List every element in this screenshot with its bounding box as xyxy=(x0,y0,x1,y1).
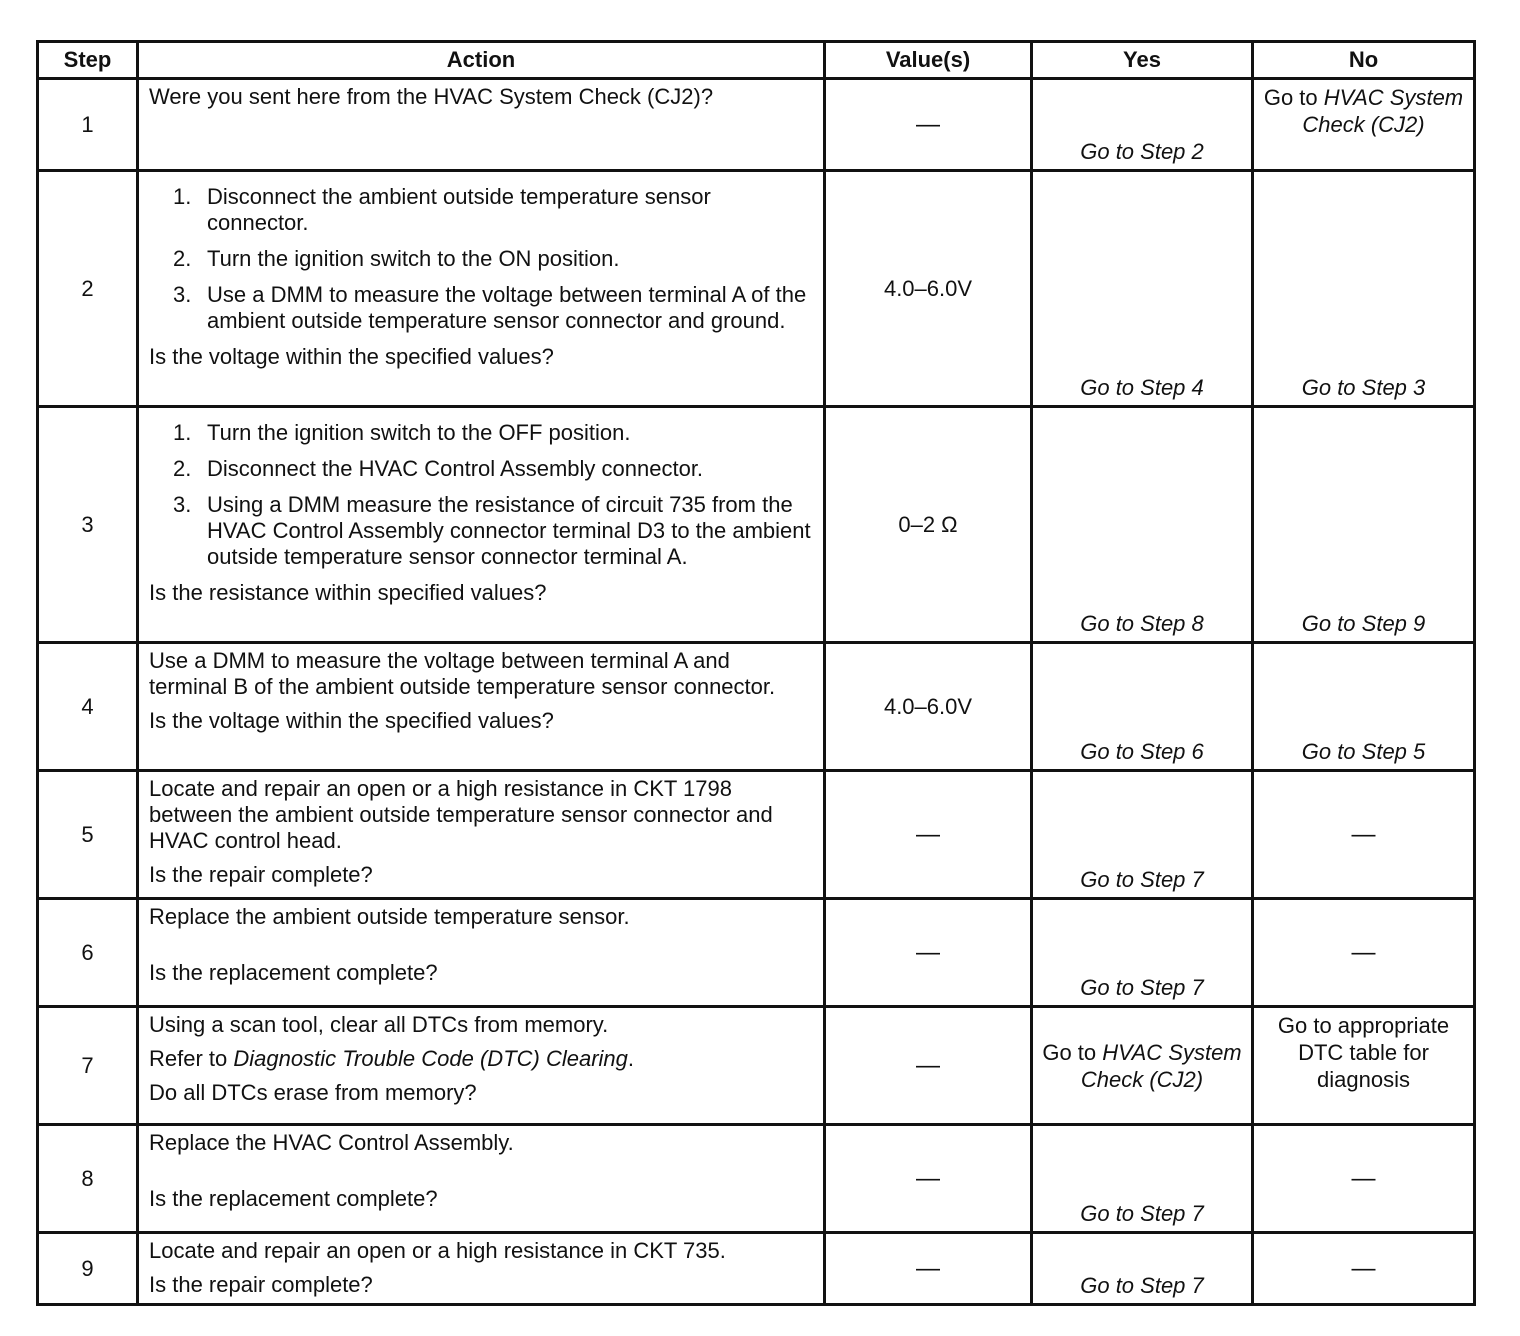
action-cell xyxy=(138,1007,825,1125)
no-result: Go to Step 5 xyxy=(1301,739,1426,764)
question: Is the repair complete? xyxy=(149,1272,373,1297)
action-cell xyxy=(138,171,825,407)
yes-result: Go to Step 7 xyxy=(1080,1273,1204,1298)
action-cell xyxy=(138,1125,825,1233)
action-text: Locate and repair an open or a high resistance in CKT 1798 between the ambient outside temperature sensor connector and HVAC control head. xyxy=(149,776,773,853)
step-number: 4 xyxy=(38,643,138,771)
value-cell xyxy=(825,771,1032,899)
substep-list xyxy=(149,420,813,570)
no-result: — xyxy=(1351,1164,1376,1192)
no-result: — xyxy=(1351,820,1376,848)
table-row xyxy=(38,1125,1475,1233)
header-no: No xyxy=(1253,42,1475,79)
action-text: Using a scan tool, clear all DTCs from memory. xyxy=(149,1012,609,1037)
value-cell xyxy=(825,643,1032,771)
diagnostic-table xyxy=(36,40,1476,1306)
yes-cell xyxy=(1032,1007,1253,1125)
header-yes: Yes xyxy=(1032,42,1253,79)
header-row xyxy=(38,42,1475,79)
question: Is the voltage within the specified values? xyxy=(149,708,554,733)
step-number: 2 xyxy=(38,171,138,407)
yes-result: Go to Step 6 xyxy=(1080,739,1204,764)
table-row xyxy=(38,79,1475,171)
table-row xyxy=(38,643,1475,771)
action-cell xyxy=(138,771,825,899)
yes-cell xyxy=(1032,407,1253,643)
action-text: Replace the HVAC Control Assembly. xyxy=(149,1130,514,1155)
value: — xyxy=(916,110,940,138)
yes-cell xyxy=(1032,1233,1253,1305)
value-cell xyxy=(825,1233,1032,1305)
no-cell xyxy=(1253,171,1475,407)
substep-list xyxy=(149,184,813,334)
yes-result-link: HVAC System Check (CJ2) xyxy=(1080,1039,1242,1092)
step-number: 1 xyxy=(38,79,138,171)
reference-text: Refer to Diagnostic Trouble Code (DTC) Clearing. xyxy=(149,1046,635,1071)
value-cell xyxy=(825,899,1032,1007)
question: Is the voltage within the specified values? xyxy=(149,344,554,369)
action-cell xyxy=(138,1233,825,1305)
action-cell xyxy=(138,643,825,771)
question: Is the resistance within specified values? xyxy=(149,580,547,605)
value-cell xyxy=(825,407,1032,643)
value: 4.0–6.0V xyxy=(883,275,973,301)
no-cell xyxy=(1253,899,1475,1007)
table-row xyxy=(38,407,1475,643)
value: — xyxy=(916,1051,940,1079)
yes-result: Go to Step 7 xyxy=(1080,975,1204,1000)
table-row xyxy=(38,771,1475,899)
question: Do all DTCs erase from memory? xyxy=(149,1080,477,1105)
yes-result: Go to Step 4 xyxy=(1080,375,1204,400)
no-result: — xyxy=(1351,1254,1376,1282)
question: Is the replacement complete? xyxy=(149,960,438,985)
no-result: Go to Step 3 xyxy=(1301,375,1426,400)
yes-cell xyxy=(1032,1125,1253,1233)
value: — xyxy=(916,820,940,848)
yes-cell xyxy=(1032,771,1253,899)
yes-result: Go to Step 2 xyxy=(1080,139,1204,164)
action-cell xyxy=(138,407,825,643)
action-text: Replace the ambient outside temperature sensor. xyxy=(149,904,630,929)
yes-cell xyxy=(1032,643,1253,771)
header-step: Step xyxy=(38,42,138,79)
no-cell xyxy=(1253,1125,1475,1233)
yes-result: Go to Step 7 xyxy=(1080,1201,1204,1226)
value: 0–2 Ω xyxy=(898,511,958,537)
value: — xyxy=(916,1254,940,1282)
no-cell xyxy=(1253,1233,1475,1305)
question: Is the repair complete? xyxy=(149,862,373,887)
no-result-link: HVAC System Check (CJ2) xyxy=(1302,85,1464,137)
list-item: 1. Disconnect the ambient outside temperature sensor connector. xyxy=(173,184,711,235)
no-result: — xyxy=(1351,938,1376,966)
no-cell xyxy=(1253,643,1475,771)
action-cell xyxy=(138,899,825,1007)
step-number: 5 xyxy=(38,771,138,899)
step-number: 3 xyxy=(38,407,138,643)
yes-cell xyxy=(1032,171,1253,407)
no-result: Go to appropriate DTC table for diagnosis xyxy=(1277,1013,1450,1092)
action-text: Locate and repair an open or a high resistance in CKT 735. xyxy=(149,1238,726,1263)
list-item: 2. Turn the ignition switch to the ON position. xyxy=(173,246,620,271)
yes-result-prefix: Go to xyxy=(1042,1039,1103,1065)
yes-result: Go to Step 8 xyxy=(1080,611,1204,636)
value: — xyxy=(916,1164,940,1192)
table-row xyxy=(38,899,1475,1007)
value-cell xyxy=(825,79,1032,171)
list-item: 1. Turn the ignition switch to the OFF position. xyxy=(173,420,631,445)
value: 4.0–6.0V xyxy=(883,693,973,719)
no-cell xyxy=(1253,79,1475,171)
step-number: 9 xyxy=(38,1233,138,1305)
yes-cell xyxy=(1032,899,1253,1007)
dtc-clearing-reference[interactable]: Diagnostic Trouble Code (DTC) Clearing xyxy=(233,1046,628,1071)
no-cell xyxy=(1253,1007,1475,1125)
value-cell xyxy=(825,171,1032,407)
yes-result: Go to Step 7 xyxy=(1080,867,1204,892)
step-number: 6 xyxy=(38,899,138,1007)
table-row xyxy=(38,1007,1475,1125)
action-cell xyxy=(138,79,825,171)
list-item: 3. Using a DMM measure the resistance of circuit 735 from the HVAC Control Assembly connector terminal D3 to the ambient outside temperature sensor connector terminal A. xyxy=(173,492,811,569)
list-item: 3. Use a DMM to measure the voltage between terminal A of the ambient outside temperature sensor connector and ground. xyxy=(173,282,807,333)
step-number: 7 xyxy=(38,1007,138,1125)
no-cell xyxy=(1253,771,1475,899)
action-text: Use a DMM to measure the voltage between terminal A and terminal B of the ambient outside temperature sensor connector. xyxy=(149,648,776,699)
step-number: 8 xyxy=(38,1125,138,1233)
header-values: Value(s) xyxy=(825,42,1032,79)
header-action: Action xyxy=(138,42,825,79)
question: Is the replacement complete? xyxy=(149,1186,438,1211)
value: — xyxy=(916,938,940,966)
no-result-prefix: Go to xyxy=(1263,85,1324,110)
list-item: 2. Disconnect the HVAC Control Assembly connector. xyxy=(173,456,704,481)
no-result: Go to Step 9 xyxy=(1301,611,1426,636)
no-cell xyxy=(1253,407,1475,643)
value-cell xyxy=(825,1125,1032,1233)
table-row xyxy=(38,1233,1475,1305)
question: Were you sent here from the HVAC System Check (CJ2)? xyxy=(149,84,714,109)
value-cell xyxy=(825,1007,1032,1125)
yes-cell xyxy=(1032,79,1253,171)
table-row xyxy=(38,171,1475,407)
